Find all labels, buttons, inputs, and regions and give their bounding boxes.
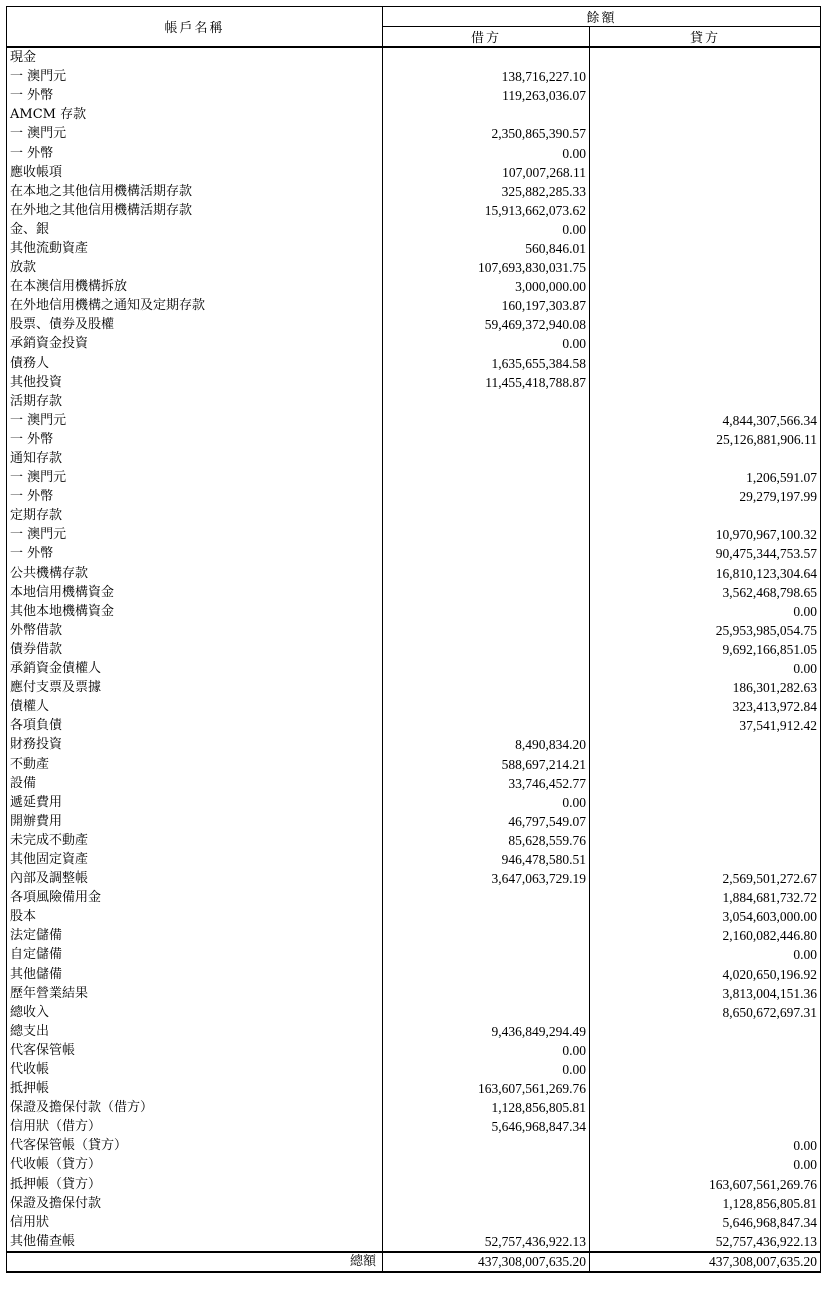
credit-cell [590, 1079, 821, 1098]
table-row [7, 640, 821, 659]
table-row [7, 1136, 821, 1155]
account-name-cell: 活期存款 [7, 392, 383, 411]
debit-cell: 107,007,268.11 [383, 163, 590, 182]
debit-cell [383, 945, 590, 964]
table-row [7, 716, 821, 735]
table-row [7, 468, 821, 487]
account-name-cell: 一 澳門元 [7, 525, 383, 544]
table-row [7, 487, 821, 506]
account-name-cell: 承銷資金投資 [7, 334, 383, 353]
trial-balance-table [6, 6, 821, 1273]
debit-cell [383, 965, 590, 984]
table-row [7, 1060, 821, 1079]
account-name-cell: 金、銀 [7, 220, 383, 239]
credit-cell [590, 315, 821, 334]
account-name-cell: 一 澳門元 [7, 468, 383, 487]
debit-cell [383, 468, 590, 487]
table-row [7, 67, 821, 86]
credit-cell: 0.00 [590, 602, 821, 621]
account-name-cell: 一 外幣 [7, 430, 383, 449]
account-name-cell: 一 外幣 [7, 86, 383, 105]
account-rows [7, 47, 821, 1252]
account-name-cell: 在本地之其他信用機構活期存款 [7, 182, 383, 201]
table-row [7, 373, 821, 392]
debit-cell [383, 907, 590, 926]
total-label: 總額 [7, 1252, 383, 1272]
account-name-cell: 保證及擔保付款 [7, 1194, 383, 1213]
debit-cell: 0.00 [383, 220, 590, 239]
table-row [7, 163, 821, 182]
table-row [7, 602, 821, 621]
debit-cell [383, 926, 590, 945]
table-row [7, 1003, 821, 1022]
table-row [7, 143, 821, 162]
debit-cell: 1,635,655,384.58 [383, 354, 590, 373]
credit-cell [590, 334, 821, 353]
credit-cell: 29,279,197.99 [590, 487, 821, 506]
balance-header: 餘額 [383, 7, 821, 27]
debit-cell [383, 888, 590, 907]
debit-cell [383, 411, 590, 430]
credit-cell [590, 258, 821, 277]
account-name-cell: 代收帳（貸方） [7, 1155, 383, 1174]
debit-cell [383, 678, 590, 697]
account-name-cell: 通知存款 [7, 449, 383, 468]
table-row [7, 105, 821, 124]
account-name-cell: 一 澳門元 [7, 411, 383, 430]
account-name-cell: 代客保管帳 [7, 1041, 383, 1060]
table-row [7, 812, 821, 831]
table-row [7, 888, 821, 907]
credit-cell: 0.00 [590, 1136, 821, 1155]
account-name-cell: 財務投資 [7, 735, 383, 754]
debit-cell: 52,757,436,922.13 [383, 1232, 590, 1252]
table-row [7, 735, 821, 754]
debit-cell: 15,913,662,073.62 [383, 201, 590, 220]
debit-cell [383, 449, 590, 468]
total-credit: 437,308,007,635.20 [590, 1252, 821, 1272]
account-name-cell: 定期存款 [7, 506, 383, 525]
credit-cell [590, 831, 821, 850]
account-name-cell: 未完成不動產 [7, 831, 383, 850]
account-name-cell: 其他儲備 [7, 965, 383, 984]
table-row [7, 1079, 821, 1098]
account-name-cell: 其他流動資產 [7, 239, 383, 258]
table-row [7, 525, 821, 544]
debit-cell: 46,797,549.07 [383, 812, 590, 831]
debit-cell [383, 984, 590, 1003]
table-row [7, 793, 821, 812]
table-row [7, 315, 821, 334]
debit-cell: 85,628,559.76 [383, 831, 590, 850]
credit-cell: 0.00 [590, 659, 821, 678]
account-name-cell: 總收入 [7, 1003, 383, 1022]
table-row [7, 1194, 821, 1213]
debit-cell [383, 602, 590, 621]
account-name-cell: 一 外幣 [7, 143, 383, 162]
debit-cell: 160,197,303.87 [383, 296, 590, 315]
debit-cell [383, 583, 590, 602]
debit-cell: 59,469,372,940.08 [383, 315, 590, 334]
table-row [7, 945, 821, 964]
debit-cell [383, 392, 590, 411]
account-name-cell: 一 外幣 [7, 544, 383, 563]
credit-cell: 3,813,004,151.36 [590, 984, 821, 1003]
debit-cell [383, 621, 590, 640]
account-name-cell: 設備 [7, 774, 383, 793]
account-name-cell: 債務人 [7, 354, 383, 373]
debit-cell: 325,882,285.33 [383, 182, 590, 201]
debit-cell: 5,646,968,847.34 [383, 1117, 590, 1136]
debit-cell [383, 487, 590, 506]
credit-cell: 2,160,082,446.80 [590, 926, 821, 945]
debit-cell: 946,478,580.51 [383, 850, 590, 869]
credit-cell: 3,054,603,000.00 [590, 907, 821, 926]
account-name-cell: 各項負債 [7, 716, 383, 735]
account-name-cell: 開辦費用 [7, 812, 383, 831]
table-row [7, 1098, 821, 1117]
table-row [7, 1175, 821, 1194]
debit-cell [383, 544, 590, 563]
credit-cell: 186,301,282.63 [590, 678, 821, 697]
debit-cell [383, 1194, 590, 1213]
debit-cell: 0.00 [383, 1060, 590, 1079]
table-row [7, 678, 821, 697]
debit-cell: 119,263,036.07 [383, 86, 590, 105]
credit-cell: 5,646,968,847.34 [590, 1213, 821, 1232]
table-row [7, 926, 821, 945]
credit-cell [590, 449, 821, 468]
account-name-cell: 在外地信用機構之通知及定期存款 [7, 296, 383, 315]
account-name-cell: 代收帳 [7, 1060, 383, 1079]
table-row [7, 754, 821, 773]
account-name-cell: 在外地之其他信用機構活期存款 [7, 201, 383, 220]
table-row [7, 411, 821, 430]
account-name-cell: 一 外幣 [7, 487, 383, 506]
debit-cell [383, 659, 590, 678]
table-row [7, 1022, 821, 1041]
account-name-cell: 公共機構存款 [7, 564, 383, 583]
account-name-cell: 承銷資金債權人 [7, 659, 383, 678]
credit-cell [590, 124, 821, 143]
debit-cell: 588,697,214.21 [383, 754, 590, 773]
table-row [7, 220, 821, 239]
table-row [7, 659, 821, 678]
credit-cell [590, 774, 821, 793]
credit-cell: 1,128,856,805.81 [590, 1194, 821, 1213]
table-row [7, 984, 821, 1003]
credit-cell: 3,562,468,798.65 [590, 583, 821, 602]
debit-cell: 8,490,834.20 [383, 735, 590, 754]
credit-cell [590, 1117, 821, 1136]
debit-cell [383, 1136, 590, 1155]
debit-cell: 163,607,561,269.76 [383, 1079, 590, 1098]
account-name-cell: 總支出 [7, 1022, 383, 1041]
debit-cell: 33,746,452.77 [383, 774, 590, 793]
account-name-cell: 本地信用機構資金 [7, 583, 383, 602]
table-row [7, 392, 821, 411]
table-row [7, 850, 821, 869]
credit-cell [590, 392, 821, 411]
credit-cell [590, 182, 821, 201]
credit-cell [590, 296, 821, 315]
credit-cell: 90,475,344,753.57 [590, 544, 821, 563]
table-row [7, 201, 821, 220]
credit-cell [590, 850, 821, 869]
credit-cell [590, 143, 821, 162]
credit-cell [590, 812, 821, 831]
table-row [7, 907, 821, 926]
debit-cell [383, 1175, 590, 1194]
table-row [7, 564, 821, 583]
account-name-cell: 保證及擔保付款（借方） [7, 1098, 383, 1117]
account-name-cell: 在本澳信用機構拆放 [7, 277, 383, 296]
table-row [7, 430, 821, 449]
account-name-cell: 遞延費用 [7, 793, 383, 812]
account-name-cell: 股本 [7, 907, 383, 926]
table-row [7, 334, 821, 353]
table-row [7, 831, 821, 850]
credit-cell [590, 67, 821, 86]
debit-cell: 560,846.01 [383, 239, 590, 258]
total-row [7, 1252, 821, 1272]
table-row [7, 1213, 821, 1232]
debit-cell: 2,350,865,390.57 [383, 124, 590, 143]
debit-cell [383, 105, 590, 124]
table-row [7, 296, 821, 315]
table-row [7, 47, 821, 67]
debit-cell: 107,693,830,031.75 [383, 258, 590, 277]
account-name-cell: 債權人 [7, 697, 383, 716]
table-row [7, 697, 821, 716]
account-name-header: 帳戶名稱 [7, 7, 383, 48]
table-row [7, 449, 821, 468]
debit-cell [383, 430, 590, 449]
account-name-cell: 法定儲備 [7, 926, 383, 945]
account-name-cell: 自定儲備 [7, 945, 383, 964]
credit-cell [590, 1060, 821, 1079]
account-name-cell: 代客保管帳（貸方） [7, 1136, 383, 1155]
account-name-cell: 其他備查帳 [7, 1232, 383, 1252]
trial-balance-sheet [6, 6, 820, 1273]
credit-cell [590, 1041, 821, 1060]
credit-cell: 25,953,985,054.75 [590, 621, 821, 640]
table-row [7, 621, 821, 640]
table-row [7, 1232, 821, 1252]
debit-cell [383, 1003, 590, 1022]
credit-cell [590, 373, 821, 392]
table-row [7, 354, 821, 373]
credit-cell: 10,970,967,100.32 [590, 525, 821, 544]
credit-cell [590, 163, 821, 182]
debit-cell: 0.00 [383, 143, 590, 162]
account-name-cell: 其他固定資產 [7, 850, 383, 869]
account-name-cell: 各項風險備用金 [7, 888, 383, 907]
account-name-cell: 一 澳門元 [7, 67, 383, 86]
account-name-cell: 應付支票及票據 [7, 678, 383, 697]
credit-cell [590, 277, 821, 296]
account-name-cell: 歷年營業結果 [7, 984, 383, 1003]
debit-cell: 3,000,000.00 [383, 277, 590, 296]
table-row [7, 544, 821, 563]
credit-cell: 37,541,912.42 [590, 716, 821, 735]
debit-header: 借方 [383, 27, 590, 48]
table-row [7, 1117, 821, 1136]
account-name-cell: AMCM 存款 [7, 105, 383, 124]
credit-cell: 163,607,561,269.76 [590, 1175, 821, 1194]
table-row [7, 239, 821, 258]
account-name-cell: 債券借款 [7, 640, 383, 659]
account-name-cell: 抵押帳 [7, 1079, 383, 1098]
credit-header: 貸方 [590, 27, 821, 48]
credit-cell [590, 220, 821, 239]
credit-cell: 4,844,307,566.34 [590, 411, 821, 430]
credit-cell: 52,757,436,922.13 [590, 1232, 821, 1252]
credit-cell [590, 86, 821, 105]
table-row [7, 869, 821, 888]
account-name-cell: 股票、債券及股權 [7, 315, 383, 334]
debit-cell: 1,128,856,805.81 [383, 1098, 590, 1117]
account-name-cell: 應收帳項 [7, 163, 383, 182]
credit-cell: 8,650,672,697.31 [590, 1003, 821, 1022]
debit-cell [383, 1213, 590, 1232]
debit-cell: 0.00 [383, 793, 590, 812]
table-row [7, 1155, 821, 1174]
credit-cell [590, 506, 821, 525]
credit-cell [590, 354, 821, 373]
credit-cell [590, 754, 821, 773]
table-row [7, 124, 821, 143]
credit-cell: 9,692,166,851.05 [590, 640, 821, 659]
account-name-cell: 信用狀（借方） [7, 1117, 383, 1136]
debit-cell [383, 1155, 590, 1174]
account-name-cell: 放款 [7, 258, 383, 277]
credit-cell [590, 201, 821, 220]
table-row [7, 774, 821, 793]
table-row [7, 506, 821, 525]
credit-cell: 16,810,123,304.64 [590, 564, 821, 583]
table-row [7, 258, 821, 277]
account-name-cell: 不動產 [7, 754, 383, 773]
debit-cell [383, 47, 590, 67]
debit-cell: 138,716,227.10 [383, 67, 590, 86]
account-name-cell: 信用狀 [7, 1213, 383, 1232]
table-row [7, 583, 821, 602]
account-name-cell: 其他本地機構資金 [7, 602, 383, 621]
account-name-cell: 內部及調整帳 [7, 869, 383, 888]
debit-cell: 11,455,418,788.87 [383, 373, 590, 392]
credit-cell [590, 105, 821, 124]
account-name-cell: 其他投資 [7, 373, 383, 392]
credit-cell: 1,884,681,732.72 [590, 888, 821, 907]
credit-cell: 25,126,881,906.11 [590, 430, 821, 449]
debit-cell: 0.00 [383, 334, 590, 353]
debit-cell [383, 697, 590, 716]
table-row [7, 965, 821, 984]
debit-cell: 9,436,849,294.49 [383, 1022, 590, 1041]
credit-cell [590, 239, 821, 258]
credit-cell [590, 47, 821, 67]
credit-cell [590, 1098, 821, 1117]
debit-cell: 3,647,063,729.19 [383, 869, 590, 888]
account-name-cell: 外幣借款 [7, 621, 383, 640]
account-name-cell: 現金 [7, 47, 383, 67]
account-name-cell: 一 澳門元 [7, 124, 383, 143]
debit-cell [383, 525, 590, 544]
table-row [7, 277, 821, 296]
credit-cell [590, 735, 821, 754]
table-row [7, 182, 821, 201]
credit-cell: 0.00 [590, 1155, 821, 1174]
debit-cell: 0.00 [383, 1041, 590, 1060]
table-row [7, 86, 821, 105]
table-row [7, 1041, 821, 1060]
debit-cell [383, 716, 590, 735]
credit-cell: 323,413,972.84 [590, 697, 821, 716]
debit-cell [383, 506, 590, 525]
debit-cell [383, 640, 590, 659]
credit-cell [590, 1022, 821, 1041]
credit-cell: 1,206,591.07 [590, 468, 821, 487]
debit-cell [383, 564, 590, 583]
credit-cell: 0.00 [590, 945, 821, 964]
credit-cell: 4,020,650,196.92 [590, 965, 821, 984]
credit-cell [590, 793, 821, 812]
account-name-cell: 抵押帳（貸方） [7, 1175, 383, 1194]
total-debit: 437,308,007,635.20 [383, 1252, 590, 1272]
credit-cell: 2,569,501,272.67 [590, 869, 821, 888]
